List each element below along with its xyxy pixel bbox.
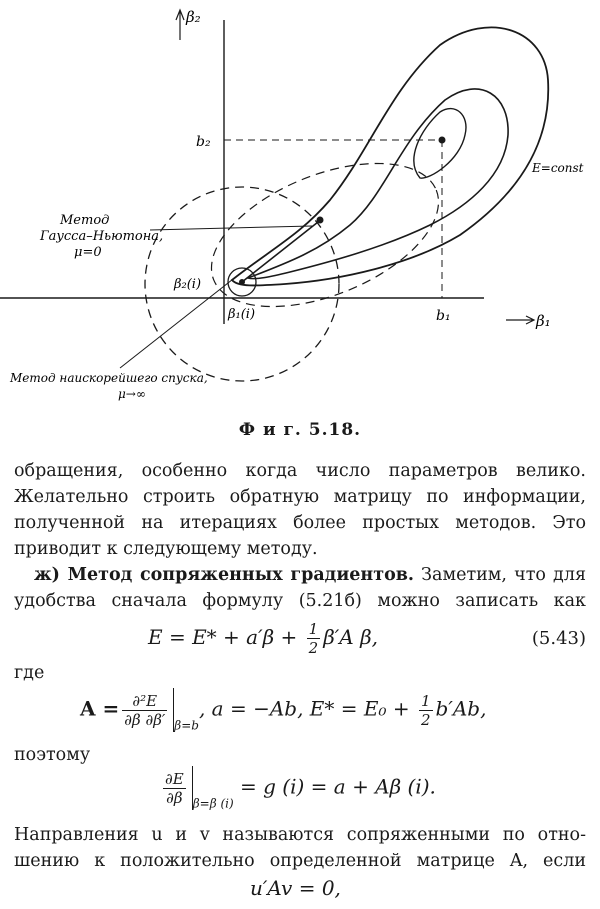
eq1-half-num: 1 bbox=[308, 620, 319, 638]
paragraph2-line1-rest: Заметим, что для bbox=[414, 565, 586, 585]
minimum-point bbox=[439, 137, 446, 144]
section-heading: ж) Метод сопряженных градиентов. bbox=[34, 565, 415, 585]
eq2-mid: , a = −Ab, E* = E₀ + bbox=[198, 696, 416, 721]
inner-contour bbox=[248, 89, 508, 279]
figure-caption: Ф и г. 5.18. bbox=[238, 420, 362, 440]
beta1-i-label: β₁(i) bbox=[228, 307, 256, 322]
innermost-contour bbox=[414, 109, 466, 179]
eq2-half-den: 2 bbox=[420, 710, 431, 729]
eq3-derivative bbox=[163, 770, 186, 807]
eq1-rest: β′A β, bbox=[323, 625, 379, 649]
e-const-label: E=const bbox=[532, 161, 584, 175]
outer-contour bbox=[232, 27, 548, 285]
eq2-num: ∂²E bbox=[122, 692, 167, 711]
therefore-word: поэтому bbox=[14, 745, 91, 765]
eq2-derivative bbox=[122, 692, 167, 729]
paragraph2-line2: удобства сначала формулу (5.21б) можно записать как bbox=[14, 591, 586, 611]
equation-A-definition bbox=[80, 688, 486, 733]
steepest-label-1: Метод наискорейшего спуска, bbox=[10, 371, 208, 385]
gauss-newton-label-2: Гаусса–Ньютона, bbox=[40, 229, 164, 244]
paragraph3-line2: шению к положительно определенной матрице A, если bbox=[14, 851, 586, 871]
steepest-label-2: μ→∞ bbox=[118, 387, 146, 401]
paragraph3-line1: Направления u и v называются сопряженными по отно- bbox=[14, 825, 586, 845]
gauss-newton-point bbox=[317, 217, 324, 224]
eq2-A: A = bbox=[80, 696, 120, 721]
figure-5-18 bbox=[0, 0, 600, 405]
equation-conjugate: u′Av = 0, bbox=[250, 876, 341, 900]
where-word: где bbox=[14, 663, 45, 683]
eq3-den: ∂β bbox=[166, 788, 183, 807]
eq2-tail: b′Ab, bbox=[435, 696, 487, 721]
gauss-newton-label-1: Метод bbox=[60, 213, 110, 228]
eq3-sub: β=β (i) bbox=[192, 796, 234, 811]
beta1-axis-arrow bbox=[506, 316, 534, 324]
eq2-sub: β=b bbox=[174, 718, 199, 733]
beta2-i-label: β₂(i) bbox=[174, 277, 202, 292]
eq3-num: ∂E bbox=[165, 769, 184, 788]
eq1-half-den: 2 bbox=[308, 639, 319, 657]
eq2-half-num: 1 bbox=[420, 691, 431, 710]
equation-gradient bbox=[160, 766, 436, 811]
eq3-rest: = g (i) = a + Aβ (i). bbox=[240, 774, 436, 799]
b1-label: b₁ bbox=[436, 308, 451, 324]
paragraph1-line2: Желательно строить обратную матрицу по информации, bbox=[14, 487, 586, 507]
beta2-axis-label: β₂ bbox=[186, 8, 201, 26]
paragraph1-line3: полученной на итерациях более простых методов. Это bbox=[14, 513, 586, 533]
eq2-den: ∂β ∂β′ bbox=[124, 710, 166, 729]
paragraph1-line4: приводит к следующему методу. bbox=[14, 539, 318, 559]
eq1-half bbox=[307, 620, 321, 657]
beta2-axis-arrow bbox=[176, 10, 184, 40]
eq1-lhs: E = E* + a′β + bbox=[148, 625, 304, 649]
gauss-newton-arrow bbox=[242, 222, 318, 282]
equation-5-43 bbox=[148, 620, 378, 657]
gauss-newton-label-3: μ=0 bbox=[74, 245, 102, 260]
eq2-half bbox=[419, 692, 433, 729]
paragraph2-line1 bbox=[34, 562, 586, 588]
b2-label: b₂ bbox=[196, 134, 211, 150]
paragraph1-line1: обращения, особенно когда число параметров велико. bbox=[14, 461, 586, 481]
equation-number: (5.43) bbox=[531, 628, 586, 649]
beta1-axis-label: β₁ bbox=[536, 312, 551, 330]
